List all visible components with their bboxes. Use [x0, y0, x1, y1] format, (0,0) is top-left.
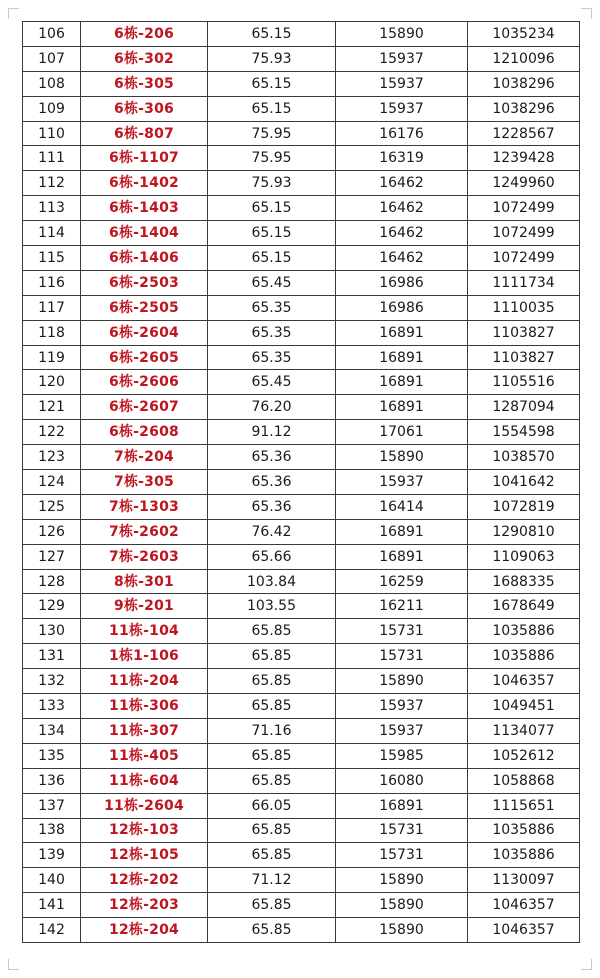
area-cell: 66.05	[208, 793, 336, 818]
row-index-cell: 115	[23, 246, 81, 271]
unit-price-cell: 15937	[336, 46, 468, 71]
unit-price-cell: 16462	[336, 221, 468, 246]
row-index-cell: 132	[23, 669, 81, 694]
row-index-cell: 106	[23, 22, 81, 47]
page-corner-mark	[581, 959, 592, 970]
total-price-cell: 1046357	[468, 893, 580, 918]
row-index-cell: 135	[23, 743, 81, 768]
area-cell: 65.15	[208, 22, 336, 47]
price-table	[22, 21, 580, 943]
unit-price-cell: 15937	[336, 71, 468, 96]
table-row	[23, 221, 580, 246]
row-index-cell: 142	[23, 918, 81, 943]
total-price-cell: 1134077	[468, 718, 580, 743]
unit-number-cell: 11栋-204	[81, 669, 208, 694]
table-row	[23, 121, 580, 146]
total-price-cell: 1249960	[468, 171, 580, 196]
area-cell: 71.12	[208, 868, 336, 893]
unit-price-cell: 15890	[336, 669, 468, 694]
unit-number-cell: 6栋-2505	[81, 295, 208, 320]
unit-number-cell: 6栋-2604	[81, 320, 208, 345]
total-price-cell: 1072499	[468, 246, 580, 271]
table-row	[23, 694, 580, 719]
row-index-cell: 120	[23, 370, 81, 395]
unit-price-cell: 16891	[336, 793, 468, 818]
area-cell: 75.93	[208, 171, 336, 196]
table-row	[23, 619, 580, 644]
unit-price-cell: 16176	[336, 121, 468, 146]
row-index-cell: 126	[23, 519, 81, 544]
total-price-cell: 1052612	[468, 743, 580, 768]
table-row	[23, 320, 580, 345]
unit-number-cell: 11栋-306	[81, 694, 208, 719]
unit-number-cell: 12栋-202	[81, 868, 208, 893]
unit-number-cell: 6栋-1404	[81, 221, 208, 246]
table-row	[23, 843, 580, 868]
total-price-cell: 1035886	[468, 644, 580, 669]
unit-number-cell: 9栋-201	[81, 594, 208, 619]
row-index-cell: 117	[23, 295, 81, 320]
table-row	[23, 445, 580, 470]
unit-price-cell: 16462	[336, 171, 468, 196]
area-cell: 65.66	[208, 544, 336, 569]
area-cell: 103.55	[208, 594, 336, 619]
row-index-cell: 114	[23, 221, 81, 246]
unit-number-cell: 12栋-204	[81, 918, 208, 943]
row-index-cell: 109	[23, 96, 81, 121]
table-row	[23, 644, 580, 669]
unit-price-cell: 15890	[336, 868, 468, 893]
total-price-cell: 1109063	[468, 544, 580, 569]
unit-price-cell: 16462	[336, 246, 468, 271]
table-row	[23, 743, 580, 768]
unit-price-cell: 17061	[336, 420, 468, 445]
unit-number-cell: 12栋-203	[81, 893, 208, 918]
unit-number-cell: 6栋-305	[81, 71, 208, 96]
total-price-cell: 1072819	[468, 494, 580, 519]
row-index-cell: 113	[23, 196, 81, 221]
unit-number-cell: 6栋-306	[81, 96, 208, 121]
unit-price-cell: 16080	[336, 768, 468, 793]
page-corner-mark	[581, 8, 592, 19]
row-index-cell: 133	[23, 694, 81, 719]
area-cell: 91.12	[208, 420, 336, 445]
total-price-cell: 1038296	[468, 71, 580, 96]
total-price-cell: 1105516	[468, 370, 580, 395]
total-price-cell: 1072499	[468, 221, 580, 246]
area-cell: 76.42	[208, 519, 336, 544]
row-index-cell: 129	[23, 594, 81, 619]
unit-number-cell: 6栋-1107	[81, 146, 208, 171]
unit-price-cell: 16891	[336, 395, 468, 420]
unit-number-cell: 11栋-307	[81, 718, 208, 743]
unit-number-cell: 6栋-2607	[81, 395, 208, 420]
total-price-cell: 1035234	[468, 22, 580, 47]
row-index-cell: 118	[23, 320, 81, 345]
unit-price-cell: 15985	[336, 743, 468, 768]
unit-number-cell: 7栋-1303	[81, 494, 208, 519]
unit-number-cell: 6栋-2608	[81, 420, 208, 445]
total-price-cell: 1046357	[468, 918, 580, 943]
area-cell: 65.85	[208, 694, 336, 719]
unit-price-cell: 15731	[336, 619, 468, 644]
area-cell: 65.85	[208, 818, 336, 843]
table-row	[23, 345, 580, 370]
table-row	[23, 146, 580, 171]
total-price-cell: 1130097	[468, 868, 580, 893]
area-cell: 71.16	[208, 718, 336, 743]
row-index-cell: 110	[23, 121, 81, 146]
unit-price-cell: 15890	[336, 893, 468, 918]
unit-price-cell: 16891	[336, 345, 468, 370]
area-cell: 65.35	[208, 345, 336, 370]
table-row	[23, 669, 580, 694]
area-cell: 65.85	[208, 644, 336, 669]
page-corner-mark	[8, 8, 19, 19]
unit-number-cell: 11栋-104	[81, 619, 208, 644]
row-index-cell: 116	[23, 270, 81, 295]
table-row	[23, 594, 580, 619]
unit-price-cell: 16259	[336, 569, 468, 594]
row-index-cell: 123	[23, 445, 81, 470]
unit-price-cell: 16414	[336, 494, 468, 519]
unit-number-cell: 7栋-2602	[81, 519, 208, 544]
total-price-cell: 1046357	[468, 669, 580, 694]
unit-number-cell: 6栋-1406	[81, 246, 208, 271]
total-price-cell: 1287094	[468, 395, 580, 420]
unit-price-cell: 15731	[336, 644, 468, 669]
area-cell: 75.95	[208, 146, 336, 171]
unit-number-cell: 6栋-2503	[81, 270, 208, 295]
unit-price-cell: 16986	[336, 295, 468, 320]
unit-number-cell: 6栋-807	[81, 121, 208, 146]
row-index-cell: 107	[23, 46, 81, 71]
area-cell: 65.85	[208, 768, 336, 793]
unit-price-cell: 16891	[336, 370, 468, 395]
table-row	[23, 246, 580, 271]
unit-price-cell: 16891	[336, 519, 468, 544]
area-cell: 65.36	[208, 470, 336, 495]
area-cell: 65.85	[208, 918, 336, 943]
total-price-cell: 1228567	[468, 121, 580, 146]
total-price-cell: 1115651	[468, 793, 580, 818]
total-price-cell: 1210096	[468, 46, 580, 71]
total-price-cell: 1103827	[468, 320, 580, 345]
unit-number-cell: 1栋1-106	[81, 644, 208, 669]
area-cell: 103.84	[208, 569, 336, 594]
table-row	[23, 768, 580, 793]
unit-price-cell: 15890	[336, 445, 468, 470]
unit-number-cell: 12栋-105	[81, 843, 208, 868]
unit-number-cell: 7栋-305	[81, 470, 208, 495]
area-cell: 75.95	[208, 121, 336, 146]
total-price-cell: 1038296	[468, 96, 580, 121]
table-row	[23, 494, 580, 519]
table-row	[23, 395, 580, 420]
total-price-cell: 1058868	[468, 768, 580, 793]
unit-price-cell: 15890	[336, 22, 468, 47]
price-table-body	[23, 22, 580, 943]
row-index-cell: 111	[23, 146, 81, 171]
total-price-cell: 1035886	[468, 843, 580, 868]
area-cell: 65.35	[208, 295, 336, 320]
unit-price-cell: 16891	[336, 544, 468, 569]
table-row	[23, 420, 580, 445]
total-price-cell: 1554598	[468, 420, 580, 445]
table-row	[23, 71, 580, 96]
area-cell: 65.35	[208, 320, 336, 345]
row-index-cell: 140	[23, 868, 81, 893]
unit-price-cell: 15731	[336, 818, 468, 843]
table-row	[23, 46, 580, 71]
unit-price-cell: 16319	[336, 146, 468, 171]
table-row	[23, 270, 580, 295]
unit-number-cell: 6栋-2606	[81, 370, 208, 395]
area-cell: 65.36	[208, 494, 336, 519]
unit-number-cell: 6栋-302	[81, 46, 208, 71]
table-row	[23, 96, 580, 121]
total-price-cell: 1688335	[468, 569, 580, 594]
unit-number-cell: 11栋-604	[81, 768, 208, 793]
area-cell: 65.36	[208, 445, 336, 470]
unit-price-cell: 16891	[336, 320, 468, 345]
unit-price-cell: 16462	[336, 196, 468, 221]
row-index-cell: 119	[23, 345, 81, 370]
row-index-cell: 128	[23, 569, 81, 594]
row-index-cell: 122	[23, 420, 81, 445]
total-price-cell: 1049451	[468, 694, 580, 719]
row-index-cell: 139	[23, 843, 81, 868]
area-cell: 65.85	[208, 619, 336, 644]
total-price-cell: 1111734	[468, 270, 580, 295]
total-price-cell: 1035886	[468, 818, 580, 843]
table-row	[23, 295, 580, 320]
unit-number-cell: 7栋-204	[81, 445, 208, 470]
table-row	[23, 569, 580, 594]
table-row	[23, 544, 580, 569]
unit-price-cell: 15937	[336, 694, 468, 719]
unit-number-cell: 8栋-301	[81, 569, 208, 594]
row-index-cell: 137	[23, 793, 81, 818]
unit-price-cell: 15937	[336, 718, 468, 743]
total-price-cell: 1072499	[468, 196, 580, 221]
unit-number-cell: 11栋-2604	[81, 793, 208, 818]
total-price-cell: 1103827	[468, 345, 580, 370]
unit-price-cell: 15937	[336, 470, 468, 495]
row-index-cell: 121	[23, 395, 81, 420]
area-cell: 65.85	[208, 669, 336, 694]
unit-price-cell: 15731	[336, 843, 468, 868]
area-cell: 65.45	[208, 370, 336, 395]
area-cell: 65.45	[208, 270, 336, 295]
unit-number-cell: 11栋-405	[81, 743, 208, 768]
unit-number-cell: 7栋-2603	[81, 544, 208, 569]
row-index-cell: 136	[23, 768, 81, 793]
area-cell: 75.93	[208, 46, 336, 71]
total-price-cell: 1290810	[468, 519, 580, 544]
table-row	[23, 918, 580, 943]
area-cell: 65.85	[208, 893, 336, 918]
total-price-cell: 1038570	[468, 445, 580, 470]
row-index-cell: 141	[23, 893, 81, 918]
unit-price-cell: 15937	[336, 96, 468, 121]
table-row	[23, 370, 580, 395]
page-corner-mark	[8, 959, 19, 970]
total-price-cell: 1239428	[468, 146, 580, 171]
area-cell: 65.15	[208, 246, 336, 271]
unit-price-cell: 15890	[336, 918, 468, 943]
row-index-cell: 112	[23, 171, 81, 196]
unit-number-cell: 6栋-206	[81, 22, 208, 47]
table-row	[23, 22, 580, 47]
area-cell: 65.15	[208, 71, 336, 96]
table-row	[23, 519, 580, 544]
area-cell: 76.20	[208, 395, 336, 420]
area-cell: 65.15	[208, 196, 336, 221]
area-cell: 65.85	[208, 743, 336, 768]
total-price-cell: 1035886	[468, 619, 580, 644]
table-row	[23, 868, 580, 893]
row-index-cell: 134	[23, 718, 81, 743]
row-index-cell: 127	[23, 544, 81, 569]
unit-number-cell: 6栋-1403	[81, 196, 208, 221]
table-row	[23, 818, 580, 843]
area-cell: 65.15	[208, 96, 336, 121]
table-row	[23, 470, 580, 495]
unit-number-cell: 6栋-2605	[81, 345, 208, 370]
total-price-cell: 1678649	[468, 594, 580, 619]
table-row	[23, 793, 580, 818]
total-price-cell: 1110035	[468, 295, 580, 320]
area-cell: 65.15	[208, 221, 336, 246]
unit-price-cell: 16986	[336, 270, 468, 295]
unit-number-cell: 12栋-103	[81, 818, 208, 843]
table-row	[23, 171, 580, 196]
area-cell: 65.85	[208, 843, 336, 868]
row-index-cell: 130	[23, 619, 81, 644]
table-row	[23, 893, 580, 918]
unit-price-cell: 16211	[336, 594, 468, 619]
total-price-cell: 1041642	[468, 470, 580, 495]
row-index-cell: 131	[23, 644, 81, 669]
row-index-cell: 124	[23, 470, 81, 495]
table-row	[23, 718, 580, 743]
table-row	[23, 196, 580, 221]
unit-number-cell: 6栋-1402	[81, 171, 208, 196]
row-index-cell: 138	[23, 818, 81, 843]
row-index-cell: 108	[23, 71, 81, 96]
row-index-cell: 125	[23, 494, 81, 519]
